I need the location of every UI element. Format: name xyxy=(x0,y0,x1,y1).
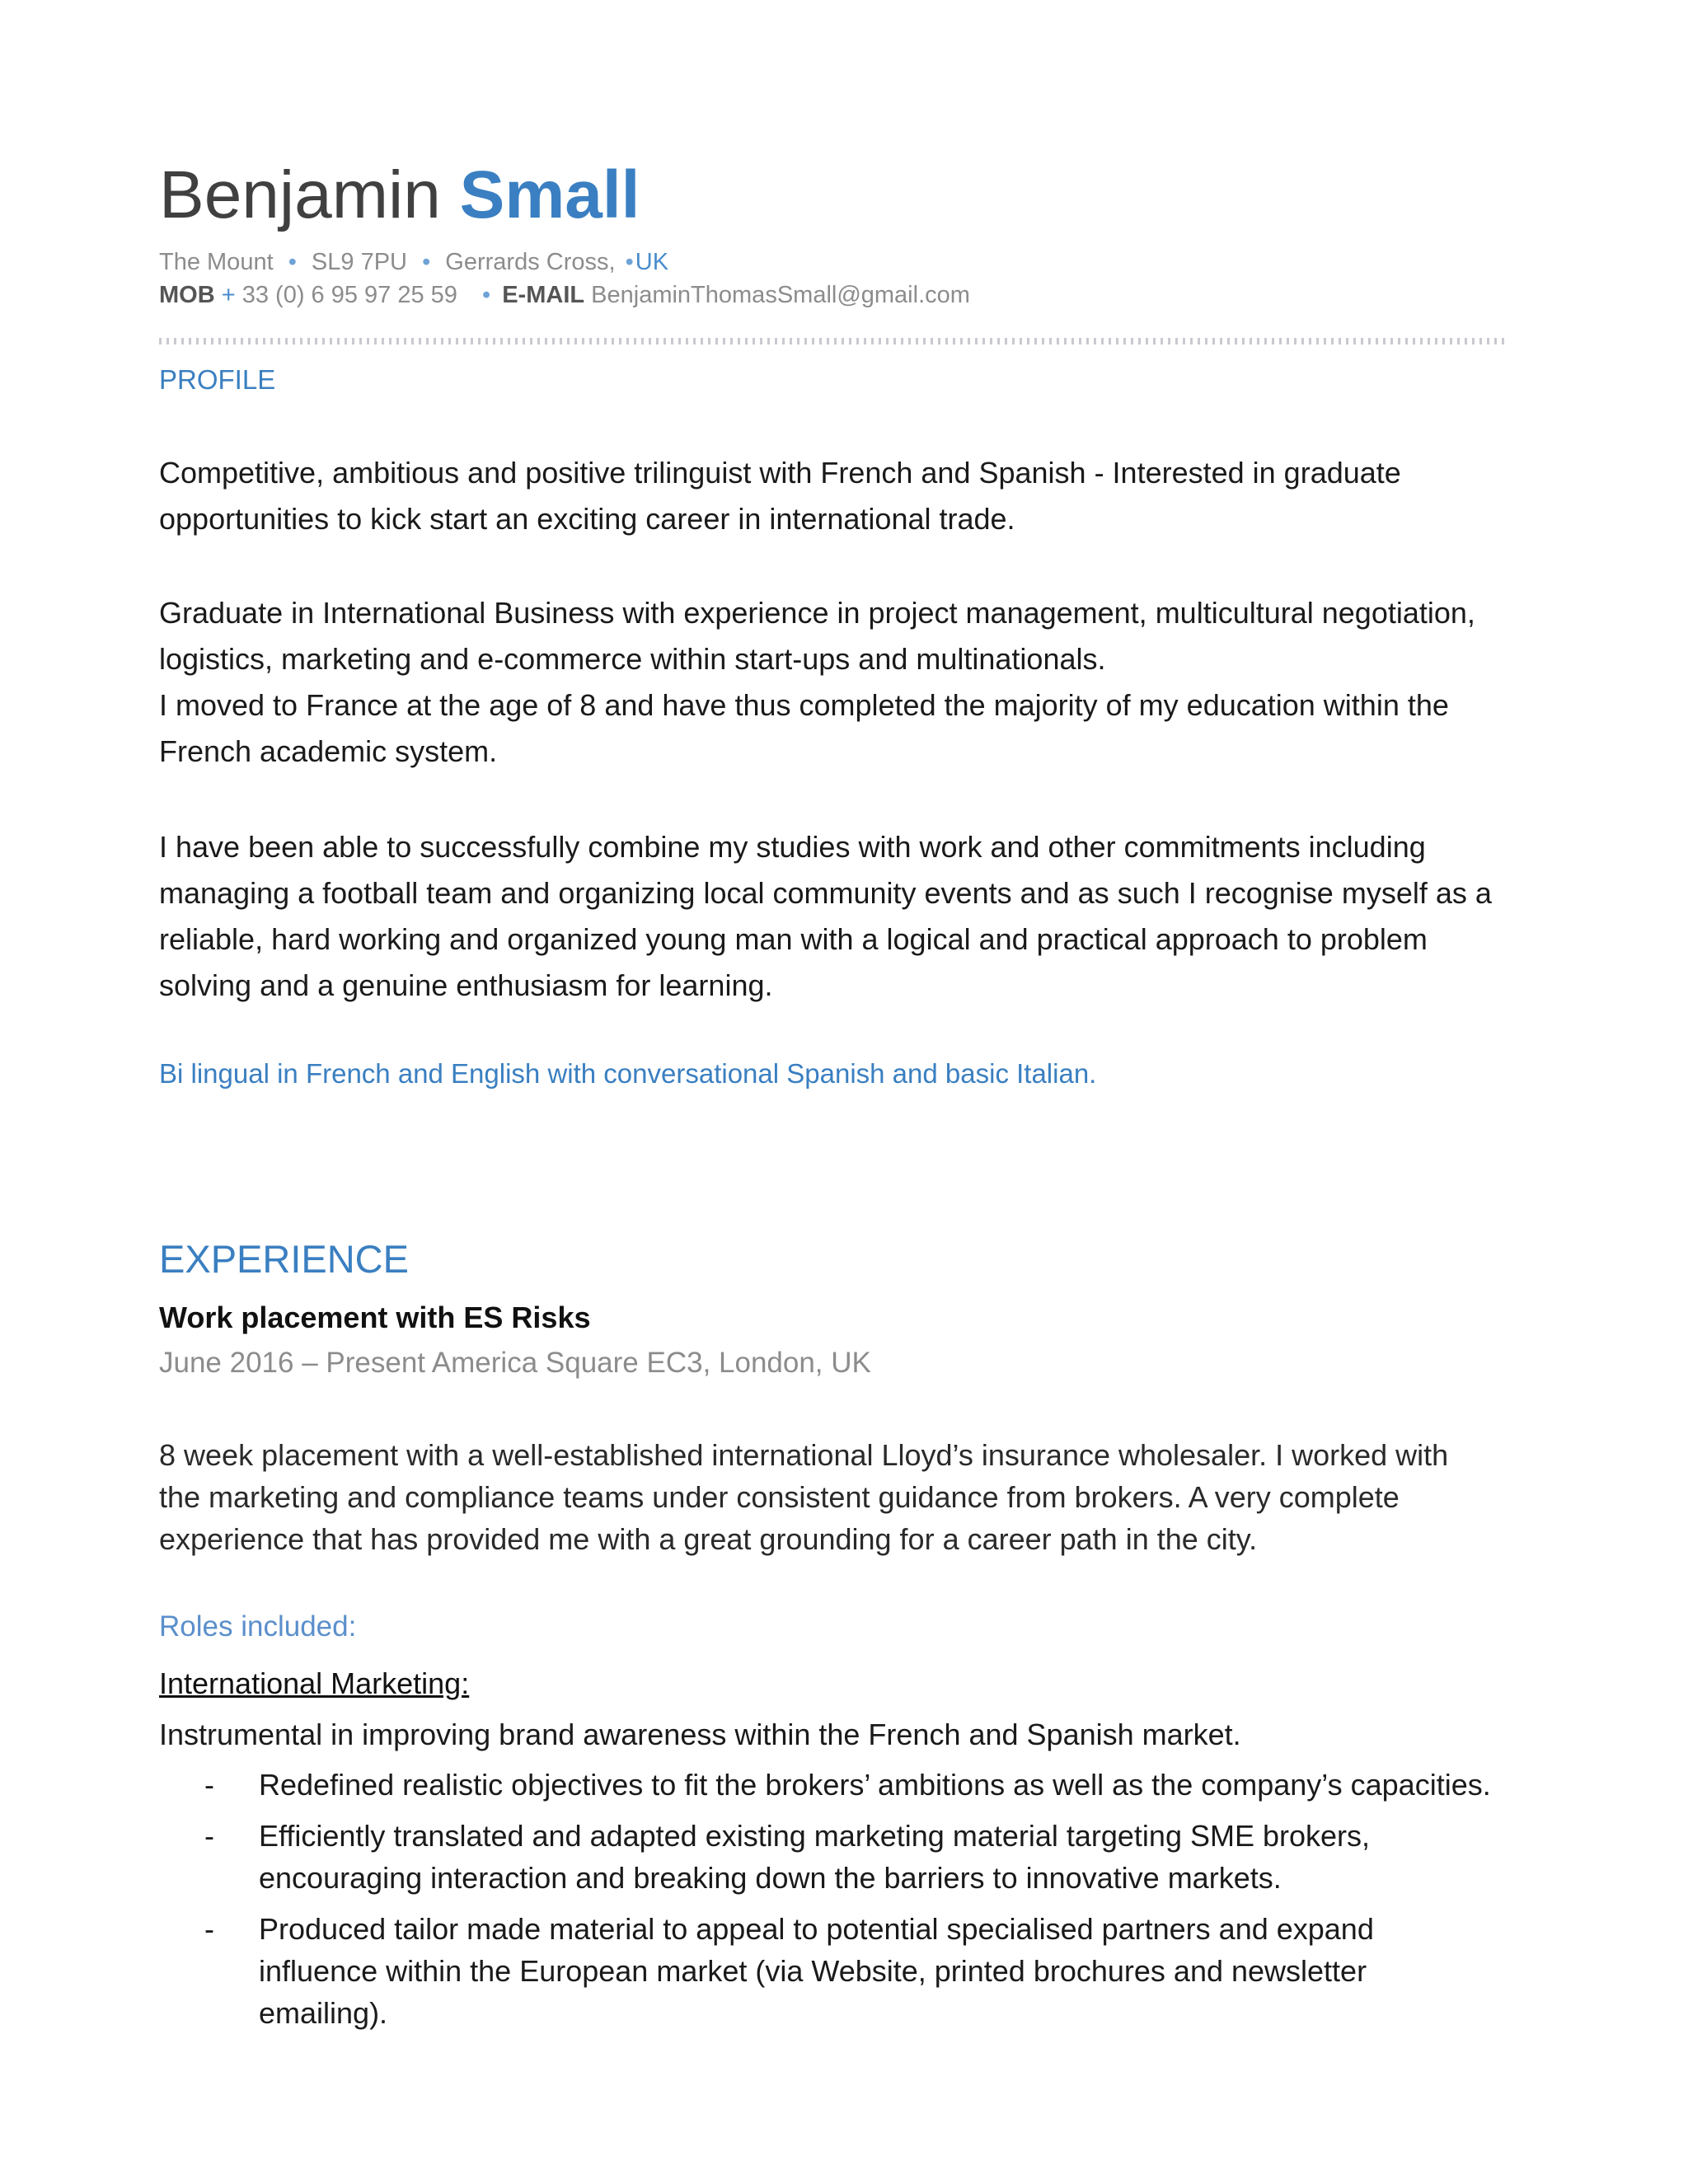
profile-line: I moved to France at the age of 8 and have thus completed the majority of my education within the xyxy=(159,688,1449,722)
profile-line: French academic system. xyxy=(159,734,498,768)
address-postcode: SL9 7PU xyxy=(311,249,407,275)
bullet-separator: • xyxy=(288,249,297,275)
first-name: Benjamin xyxy=(159,157,441,232)
role-title: International Marketing: xyxy=(159,1666,470,1700)
bullet-line: Produced tailor made material to appeal to potential specialised partners and expand xyxy=(259,1912,1374,1946)
bullet-line: Redefined realistic objectives to fit the brokers’ ambitions as well as the company’s capacities. xyxy=(259,1768,1491,1802)
address-country: UK xyxy=(635,249,669,275)
list-item xyxy=(159,1908,1491,2034)
email-link[interactable]: BenjaminThomasSmall@gmail.com xyxy=(591,282,970,308)
roles-label: Roles included: xyxy=(159,1610,357,1643)
profile-paragraph-2 xyxy=(159,590,1475,775)
profile-line: Competitive, ambitious and positive trilinguist with French and Spanish - Interested in graduate xyxy=(159,456,1401,490)
profile-line: Graduate in International Business with experience in project management, multicultural negotiation, xyxy=(159,596,1475,630)
bullet-line: influence within the European market (via Website, printed brochures and newsletter xyxy=(259,1954,1367,1988)
description-line: 8 week placement with a well-established international Lloyd’s insurance wholesaler. I worked with xyxy=(159,1438,1449,1472)
candidate-name xyxy=(159,157,640,232)
profile-paragraph-1 xyxy=(159,450,1401,542)
profile-paragraph-3 xyxy=(159,824,1492,1009)
header-divider xyxy=(159,338,1509,344)
address-town: Gerrards Cross, xyxy=(445,249,616,275)
languages-line: Bi lingual in French and English with conversational Spanish and basic Italian. xyxy=(159,1058,1097,1089)
bullet-line: Efficiently translated and adapted existing marketing material targeting SME brokers, xyxy=(259,1819,1371,1853)
bullet-separator: • xyxy=(482,282,491,308)
description-line: experience that has provided me with a great grounding for a career path in the city. xyxy=(159,1522,1258,1556)
dash-marker: - xyxy=(204,1819,214,1853)
job-meta: June 2016 – Present America Square EC3, London, UK xyxy=(159,1347,871,1379)
role-bullet-list xyxy=(159,1764,1491,2043)
dash-marker: - xyxy=(204,1768,214,1802)
mob-number[interactable]: 33 (0) 6 95 97 25 59 xyxy=(241,282,457,308)
profile-heading: PROFILE xyxy=(159,364,276,395)
bullet-line: emailing). xyxy=(259,1996,388,2030)
bullet-separator: • xyxy=(625,249,634,275)
profile-line: managing a football team and organizing local community events and as such I recognise myself as a xyxy=(159,876,1492,910)
experience-heading: EXPERIENCE xyxy=(159,1237,409,1281)
contact-line xyxy=(159,282,970,309)
dash-marker: - xyxy=(204,1912,214,1946)
profile-line: I have been able to successfully combine my studies with work and other commitments including xyxy=(159,830,1426,864)
address-line xyxy=(159,249,668,276)
list-item xyxy=(159,1764,1491,1806)
profile-line: reliable, hard working and organized young man with a logical and practical approach to problem xyxy=(159,922,1428,956)
last-name: Small xyxy=(459,157,640,232)
description-line: the marketing and compliance teams under consistent guidance from brokers. A very complete xyxy=(159,1480,1400,1514)
mob-plus: + xyxy=(221,282,236,308)
bullet-line: encouraging interaction and breaking down the barriers to innovative markets. xyxy=(259,1861,1282,1895)
bullet-separator: • xyxy=(422,249,431,275)
address-street: The Mount xyxy=(159,249,274,275)
profile-line: solving and a genuine enthusiasm for learning. xyxy=(159,968,773,1002)
job-description xyxy=(159,1434,1448,1560)
email-label: E-MAIL xyxy=(502,282,585,308)
list-item xyxy=(159,1815,1491,1899)
profile-line: logistics, marketing and e-commerce within start-ups and multinationals. xyxy=(159,642,1106,676)
mob-label: MOB xyxy=(159,282,215,308)
job-title: Work placement with ES Risks xyxy=(159,1301,591,1334)
profile-line: opportunities to kick start an exciting career in international trade. xyxy=(159,502,1015,536)
role-intro: Instrumental in improving brand awareness within the French and Spanish market. xyxy=(159,1718,1241,1751)
